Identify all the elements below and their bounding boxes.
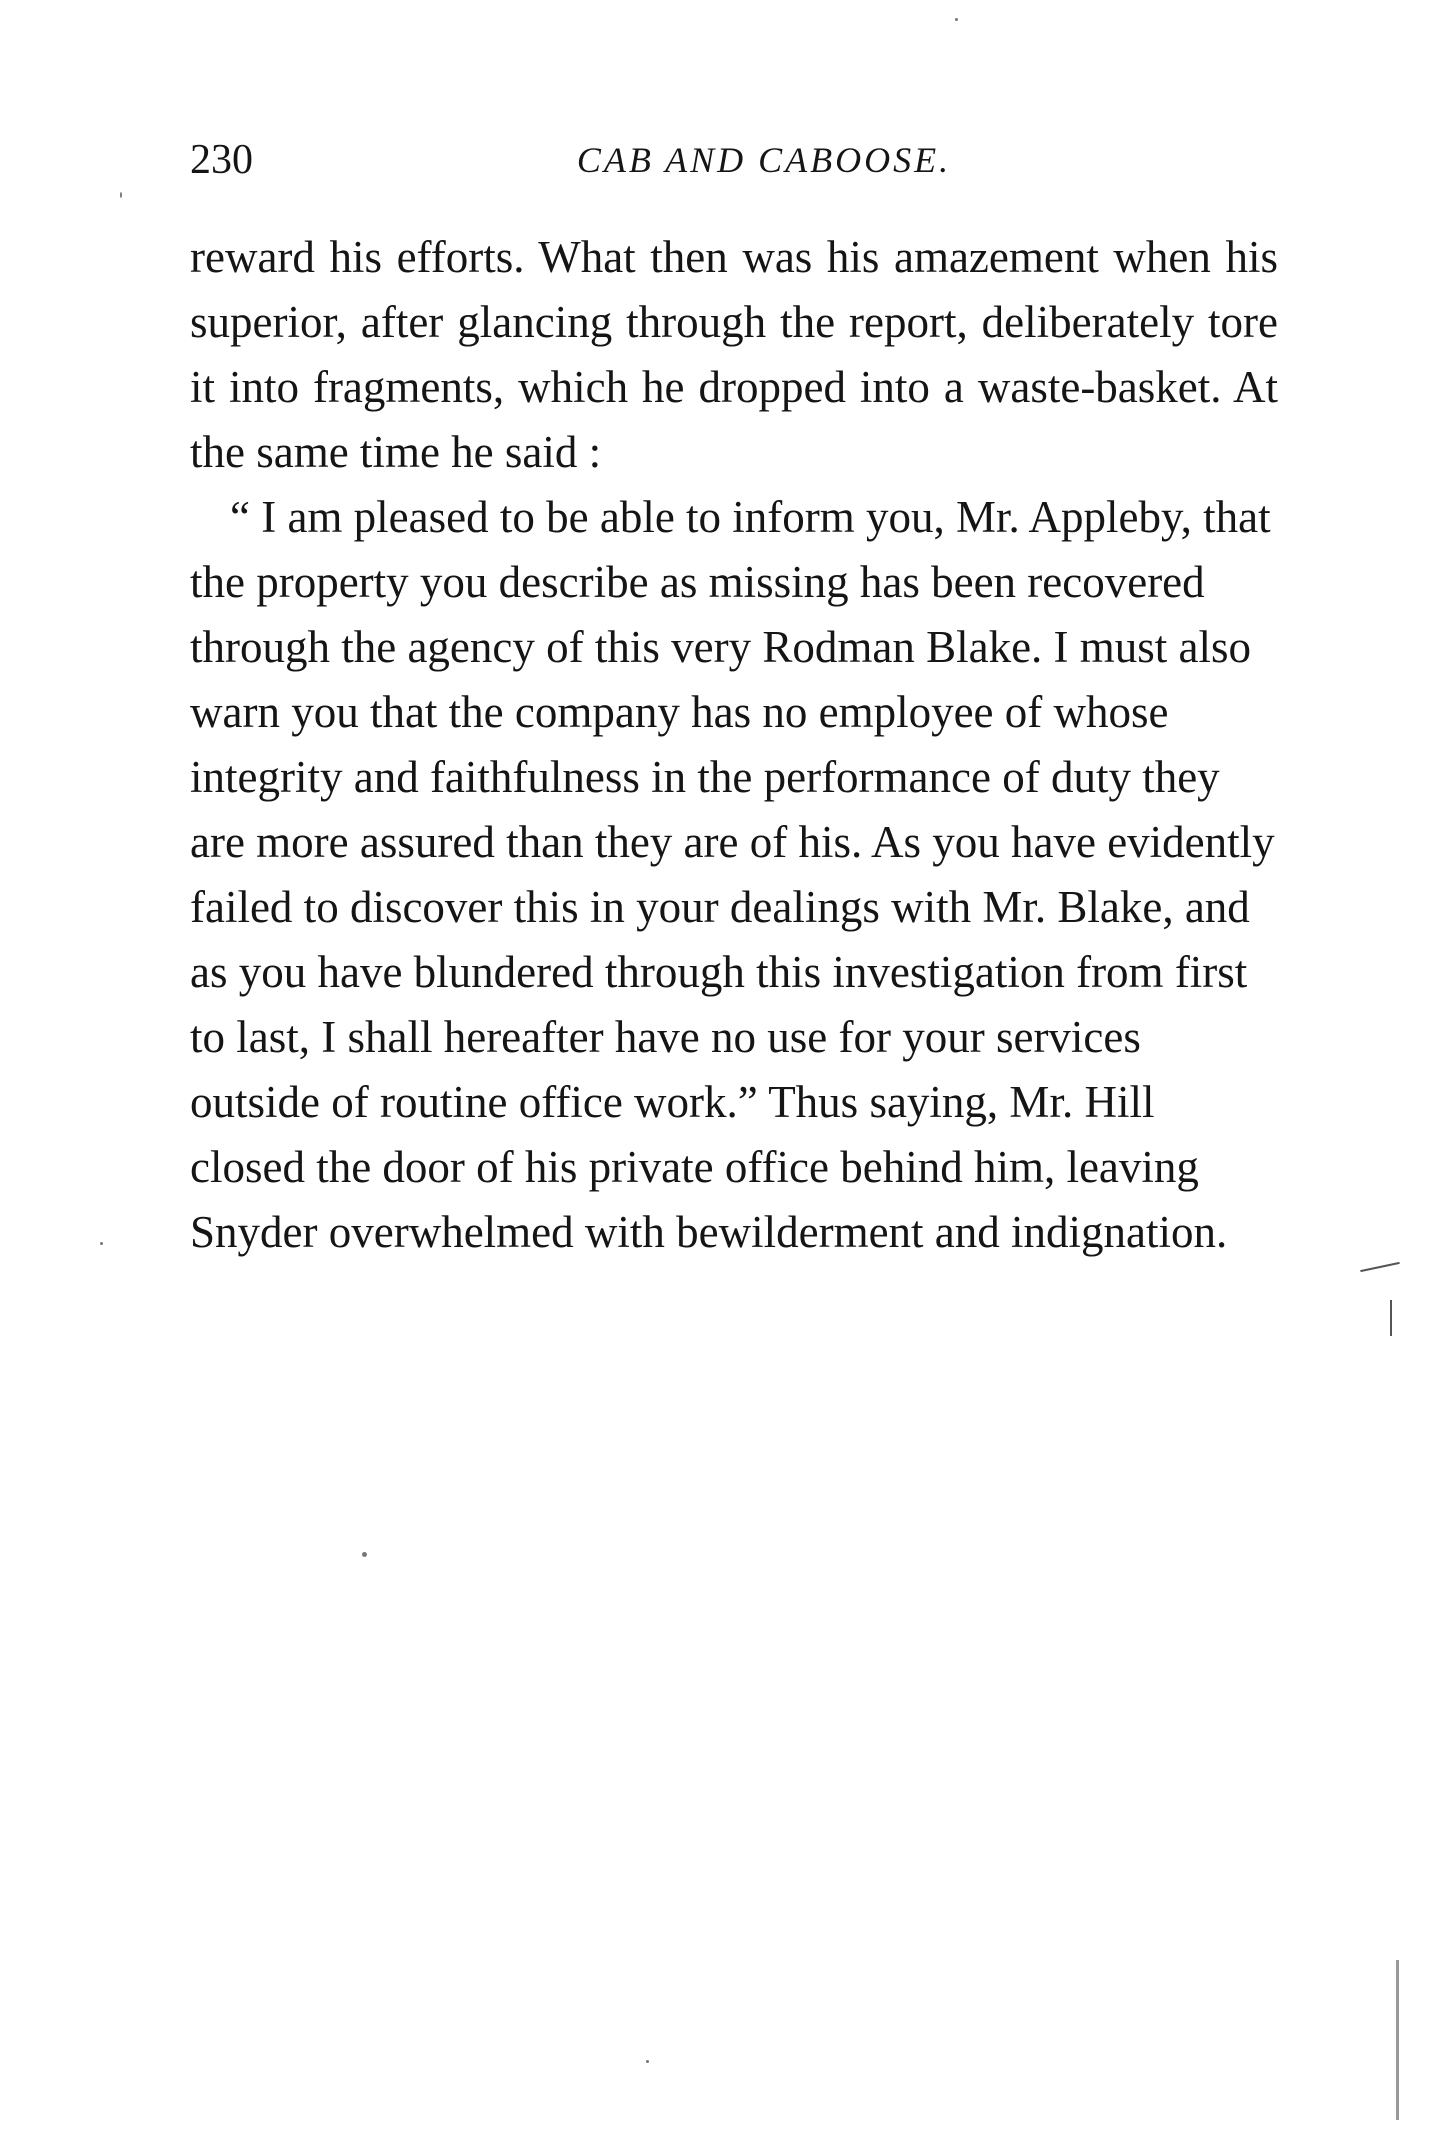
scan-speck xyxy=(646,2060,649,2063)
paragraph-1: reward his efforts. What then was his amazement when his superior, after glancing through the report, deliberately tore it into fragments, which he dropped into a waste-basket. At the same time he said : xyxy=(190,232,1278,477)
page-number: 230 xyxy=(190,137,253,183)
paragraph-2: “ I am pleased to be able to inform you, Mr. Appleby, that the property you describe as missing has been recovered through the agency of this very Rodman Blake. I must also warn you that the company has no employee of whose integrity and faithfulness in the performance of duty they are more assured than they are of his. As you have evidently failed to discover this in your dealings with Mr. Blake, and as you have blundered through this investigation from first to last, I shall hereafter have no use for your services outside of routine office work.” Thus saying, Mr. Hill closed the door of his private office behind him, leaving Snyder overwhelmed with bewilderment and indignation. xyxy=(190,492,1275,1257)
scan-edge-mark xyxy=(1390,1300,1392,1336)
scan-speck xyxy=(100,1242,103,1245)
scan-speck xyxy=(955,18,958,21)
body-text xyxy=(190,225,1278,1265)
running-title: CAB AND CABOOSE. xyxy=(576,140,952,180)
scan-edge-mark xyxy=(1396,1960,1399,2120)
running-head xyxy=(190,135,1278,185)
scan-edge-mark xyxy=(1360,1262,1400,1272)
scan-speck xyxy=(120,192,122,198)
scan-speck xyxy=(362,1552,367,1557)
